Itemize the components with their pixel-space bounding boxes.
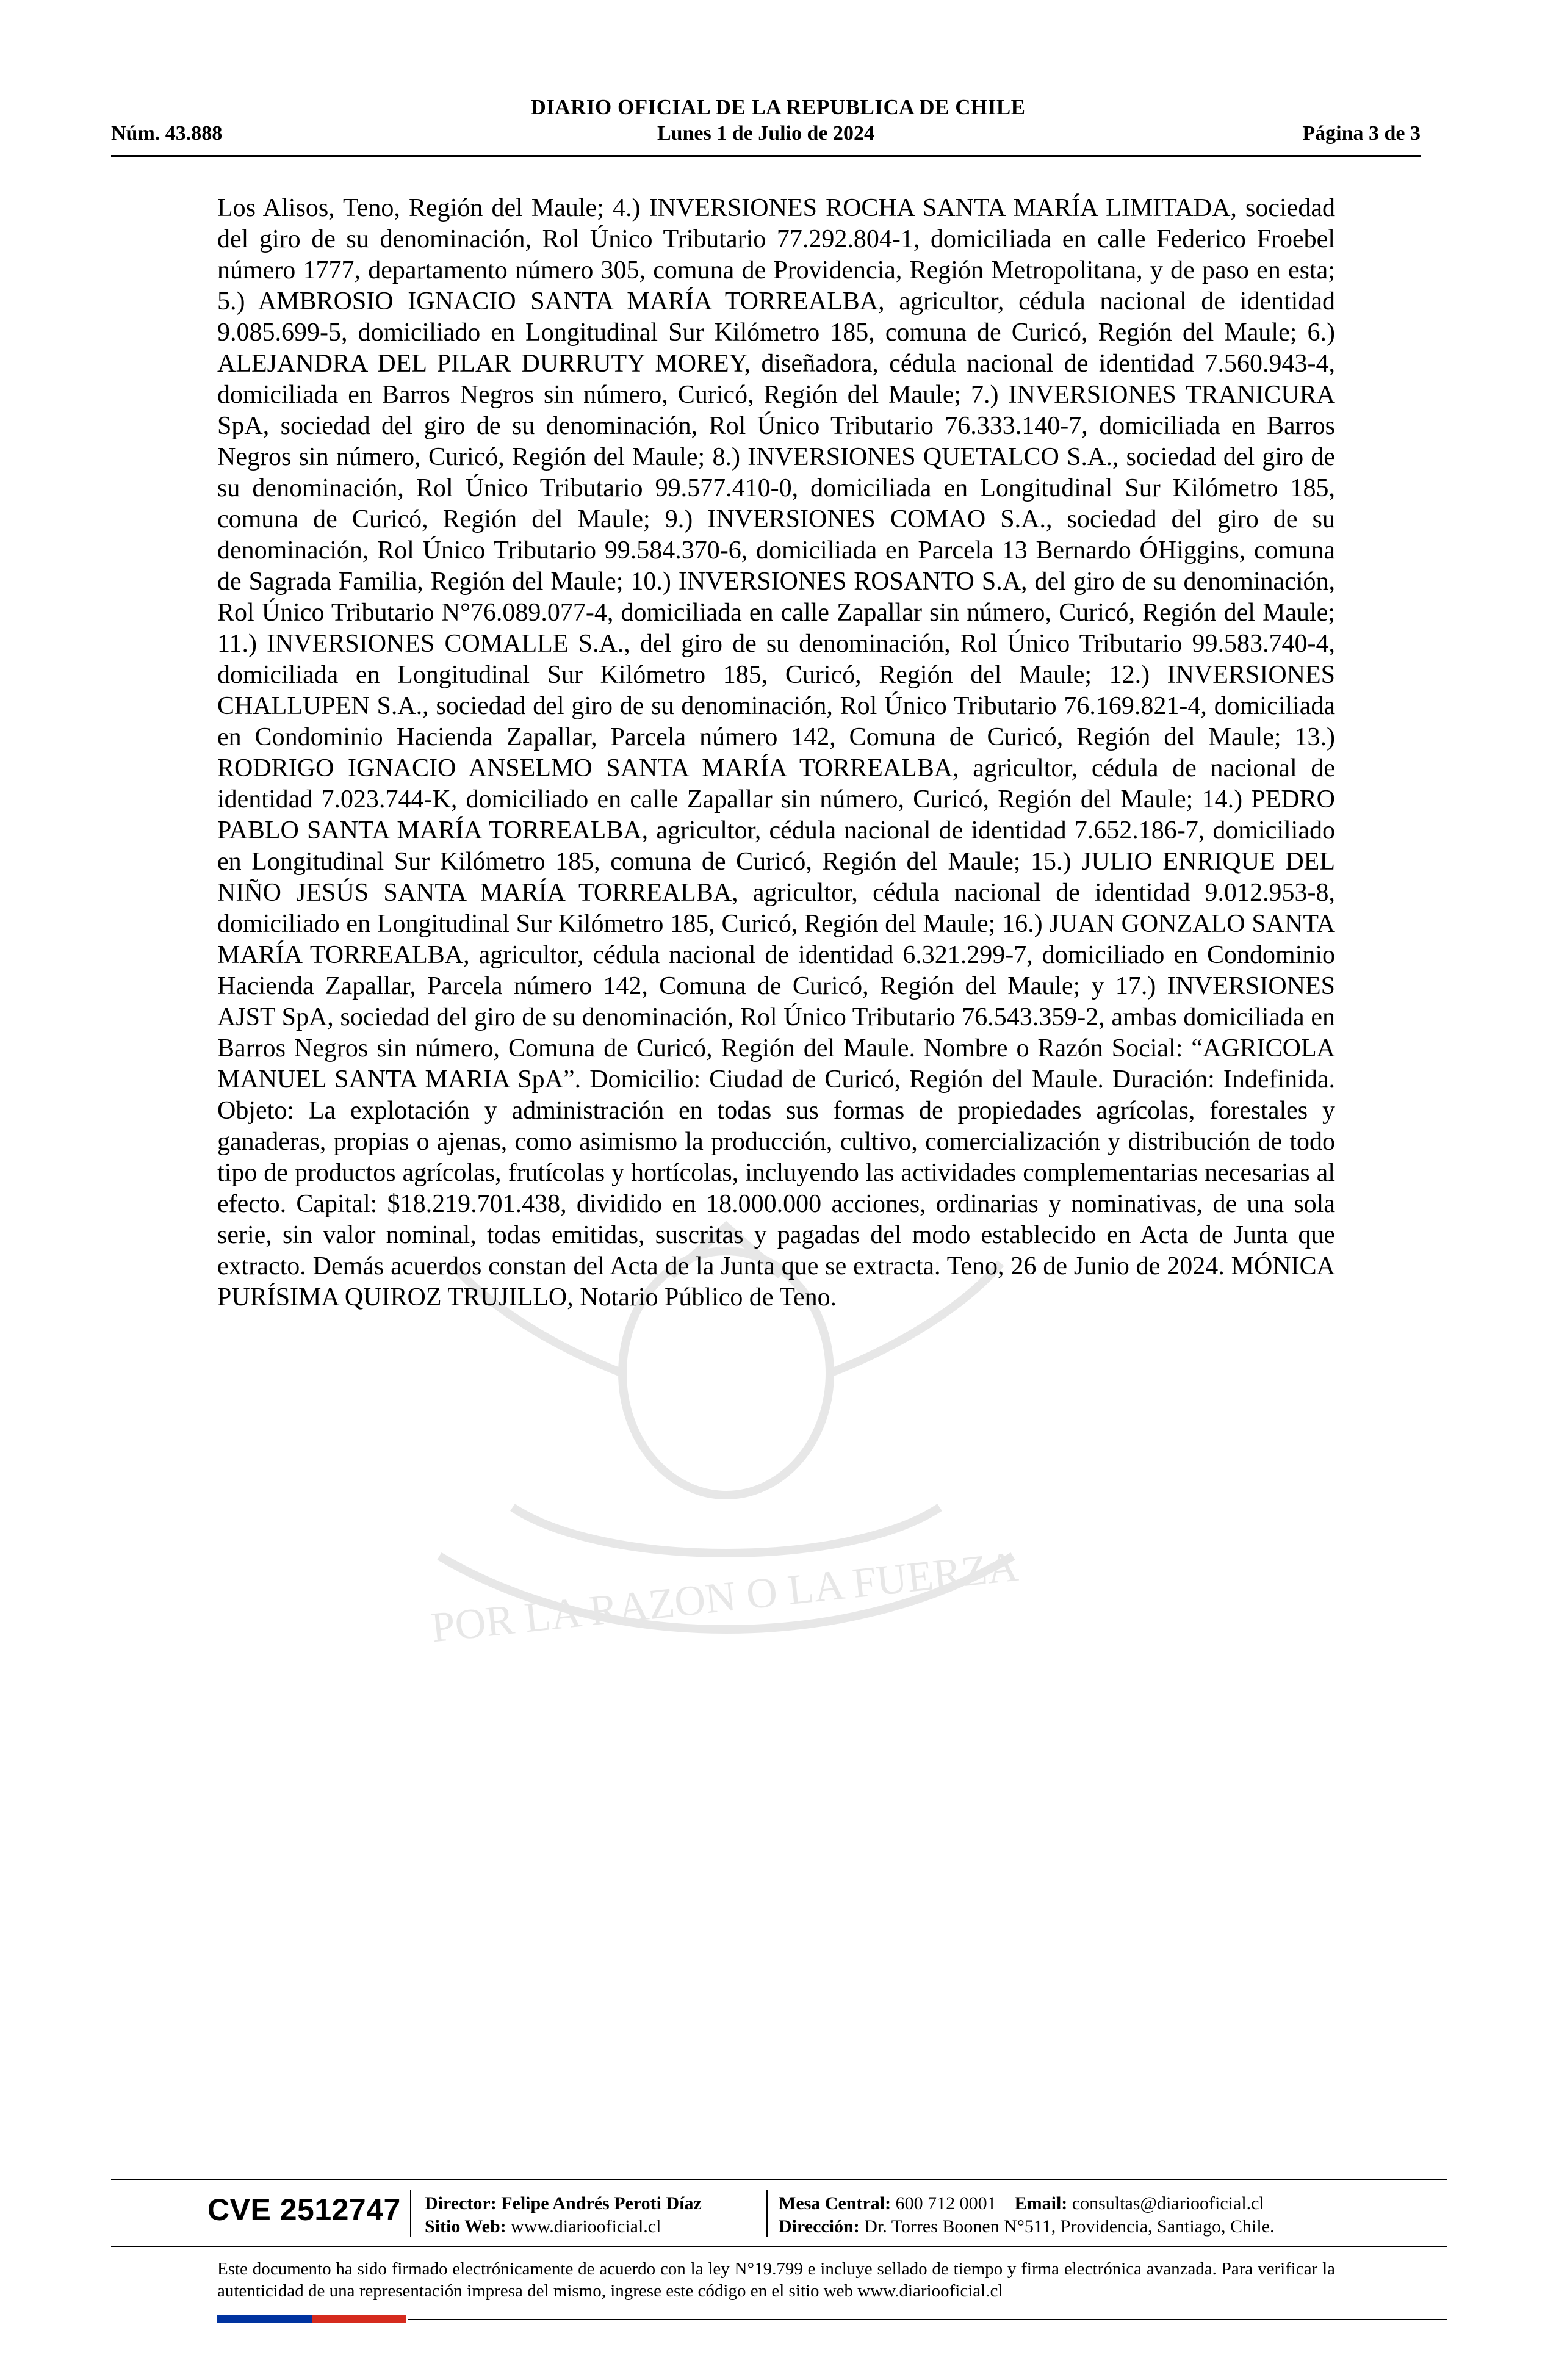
page-indicator: Página 3 de 3 [1302,122,1421,145]
address-label: Dirección: [779,2216,860,2237]
website-label: Sitio Web: [425,2216,506,2237]
footer-director-column [425,2192,702,2238]
footer-divider-mid [111,2246,1447,2247]
website-link[interactable]: www.diariooficial.cl [511,2216,661,2237]
central-label: Mesa Central: [779,2193,891,2213]
director-label: Director: [425,2193,497,2213]
document-body-text: Los Alisos, Teno, Región del Maule; 4.) INVERSIONES ROCHA SANTA MARÍA LIMITADA, sociedad del giro de su denominación, Rol Único Tributario 77.292.804-1, domiciliada en calle Federico Froebel número 1777, departamento número 305, comuna de Providencia, Región Metropolitana, y de paso en esta; 5.) AMBROSIO IGNACIO SANTA MARÍA TORREALBA, agricultor, cédula nacional de identidad 9.085.699-5, domiciliado en Longitudinal Sur Kilómetro 185, comuna de Curicó, Región del Maule; 6.) ALEJANDRA DEL PILAR DURRUTY MOREY, diseñadora, cédula nacional de identidad 7.560.943-4, domiciliada en Barros Negros sin número, Curicó, Región del Maule; 7.) INVERSIONES TRANICURA SpA, sociedad del giro de su denominación, Rol Único Tributario 76.333.140-7, domiciliada en Barros Negros sin número, Curicó, Región del Maule; 8.) INVERSIONES QUETALCO S.A., sociedad del giro de su denominación, Rol Único Tributario 99.577.410-0, domiciliada en Longitudinal Sur Kilómetro 185, comuna de Curicó, Región del Maule; 9.) INVERSIONES COMAO S.A., sociedad del giro de su denominación, Rol Único Tributario 99.584.370-6, domiciliada en Parcela 13 Bernardo ÓHiggins, comuna de Sagrada Familia, Región del Maule; 10.) INVERSIONES ROSANTO S.A, del giro de su denominación, Rol Único Tributario N°76.089.077-4, domiciliada en calle Zapallar sin número, Curicó, Región del Maule; 11.) INVERSIONES COMALLE S.A., del giro de su denominación, Rol Único Tributario 99.583.740-4, domiciliada en Longitudinal Sur Kilómetro 185, Curicó, Región del Maule; 12.) INVERSIONES CHALLUPEN S.A., sociedad del giro de su denominación, Rol Único Tributario 76.169.821-4, domiciliada en Condominio Hacienda Zapallar, Parcela número 142, Comuna de Curicó, Región del Maule; 13.) RODRIGO IGNACIO ANSELMO SANTA MARÍA TORREALBA, agricultor, cédula de nacional de identidad 7.023.744-K, domiciliado en calle Zapallar sin número, Curicó, Región del Maule; 14.) PEDRO PABLO SANTA MARÍA TORREALBA, agricultor, cédula nacional de identidad 7.652.186-7, domiciliado en Longitudinal Sur Kilómetro 185, comuna de Curicó, Región del Maule; 15.) JULIO ENRIQUE DEL NIÑO JESÚS SANTA MARÍA TORREALBA, agricultor, cédula nacional de identidad 9.012.953-8, domiciliado en Longitudinal Sur Kilómetro 185, Curicó, Región del Maule; 16.) JUAN GONZALO SANTA MARÍA TORREALBA, agricultor, cédula nacional de identidad 6.321.299-7, domiciliado en Condominio Hacienda Zapallar, Parcela número 142, Comuna de Curicó, Región del Maule; y 17.) INVERSIONES AJST SpA, sociedad del giro de su denominación, Rol Único Tributario 76.543.359-2, ambas domiciliada en Barros Negros sin número, Comuna de Curicó, Región del Maule. Nombre o Razón Social: “AGRICOLA MANUEL SANTA MARIA SpA”. Domicilio: Ciudad de Curicó, Región del Maule. Duración: Indefinida. Objeto: La explotación y administración en todas sus formas de propiedades agrícolas, forestales y ganaderas, propias o ajenas, como asimismo la producción, cultivo, comercialización y distribución de todo tipo de productos agrícolas, frutícolas y hortícolas, incluyendo las actividades complementarias necesarias al efecto. Capital: $18.219.701.438, dividido en 18.000.000 acciones, ordinarias y nominativas, de una sola serie, sin valor nominal, todas emitidas, suscritas y pagadas del modo establecido en Acta de Junta que extracto. Demás acuerdos constan del Acta de la Junta que se extracta. Teno, 26 de Junio de 2024. MÓNICA PURÍSIMA QUIROZ TRUJILLO, Notario Público de Teno. [217,194,1335,1311]
signature-disclaimer: Este documento ha sido firmado electrónicamente de acuerdo con la ley N°19.799 e incluye sellado de tiempo y firma electrónica avanzada. Para verificar la autenticidad de una representación impresa del mismo, ingrese este código en el sitio web www.diariooficial.cl [217,2259,1335,2301]
cve-code: CVE 2512747 [207,2193,401,2227]
footer-separator [766,2190,768,2237]
publication-title: DIARIO OFICIAL DE LA REPUBLICA DE CHILE [530,95,1026,119]
issue-number: Núm. 43.888 [111,122,223,145]
central-phone: 600 712 0001 [895,2193,996,2213]
email-label: Email: [1014,2193,1068,2213]
footer-contact-column [779,2192,1275,2238]
footer-separator [410,2190,411,2237]
address-value: Dr. Torres Boonen N°511, Providencia, Santiago, Chile. [864,2216,1275,2237]
issue-date: Lunes 1 de Julio de 2024 [657,122,875,145]
header-divider [111,155,1421,157]
director-name: Felipe Andrés Peroti Díaz [501,2193,702,2213]
footer-divider-top [111,2179,1447,2180]
flag-blue-segment [217,2315,312,2323]
footer-divider-bottom [408,2319,1447,2320]
flag-red-segment [312,2315,406,2323]
watermark-motto: POR LA RAZON O LA FUERZA [429,1543,1021,1652]
header-meta-row [111,122,1421,149]
flag-color-bar [217,2315,406,2323]
email-link[interactable]: consultas@diariooficial.cl [1072,2193,1264,2213]
